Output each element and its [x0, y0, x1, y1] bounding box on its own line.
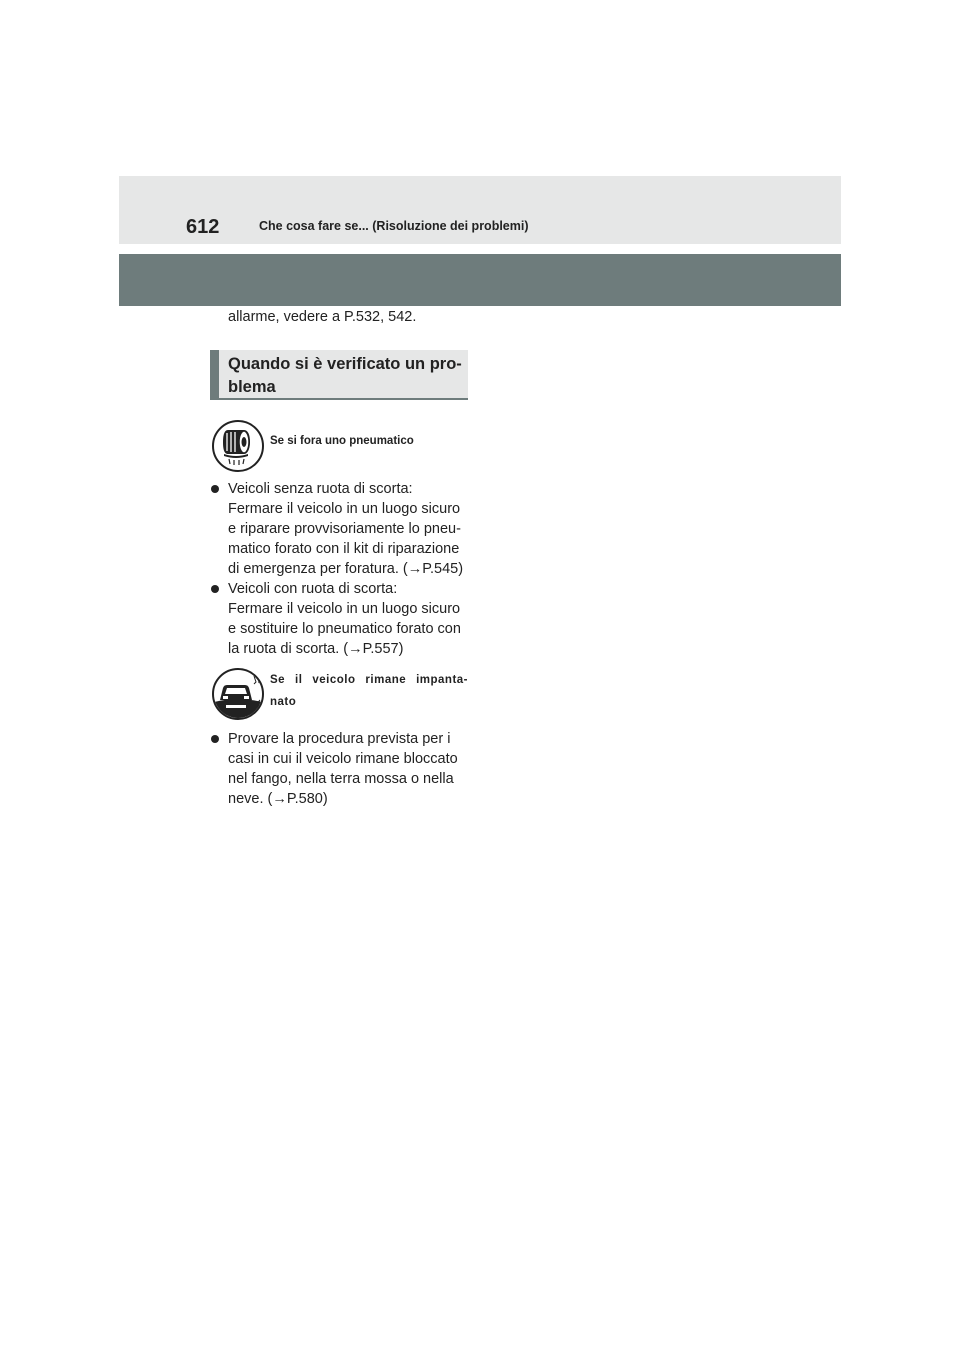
section-heading: Quando si è verificato un pro- blema [228, 355, 462, 396]
stuck-vehicle-title [270, 669, 468, 713]
bullet-text: Veicoli con ruota di scorta: Fermare il veicolo in un luogo sicuro e sostituire lo pneumatico forato con la ruota di scorta. (→P.557) [228, 581, 461, 657]
bullet-dot [211, 585, 219, 593]
list-item [211, 729, 471, 809]
continuation-text: allarme, vedere a P.532, 542. [228, 309, 417, 325]
list-item [211, 579, 471, 659]
section-bar [119, 254, 841, 306]
list-item [211, 479, 471, 579]
page-number: 612 [186, 216, 220, 238]
chapter-title: Che cosa fare se... (Risoluzione dei problemi) [259, 219, 529, 233]
flat-tire-title: Se si fora uno pneumatico [270, 435, 414, 447]
header-band [119, 176, 841, 244]
section-heading-box [210, 350, 468, 400]
bullet-dot [211, 735, 219, 743]
stuck-title-line1: Se il veicolo rimane impanta- [270, 674, 468, 686]
bullet-text: Provare la procedura prevista per i casi in cui il veicolo rimane bloccato nel fango, nella terra mossa o nella neve. (→P.580) [228, 731, 458, 807]
bullet-text: Veicoli senza ruota di scorta: Fermare il veicolo in un luogo sicuro e riparare provvisoriamente lo pneu- matico forato con il kit di riparazione di emergenza per foratura. (→P.545) [228, 481, 464, 577]
stuck-title-line2: nato [270, 696, 297, 708]
stuck-vehicle-icon [212, 668, 264, 720]
flat-tire-icon [212, 420, 264, 472]
bullet-dot [211, 485, 219, 493]
